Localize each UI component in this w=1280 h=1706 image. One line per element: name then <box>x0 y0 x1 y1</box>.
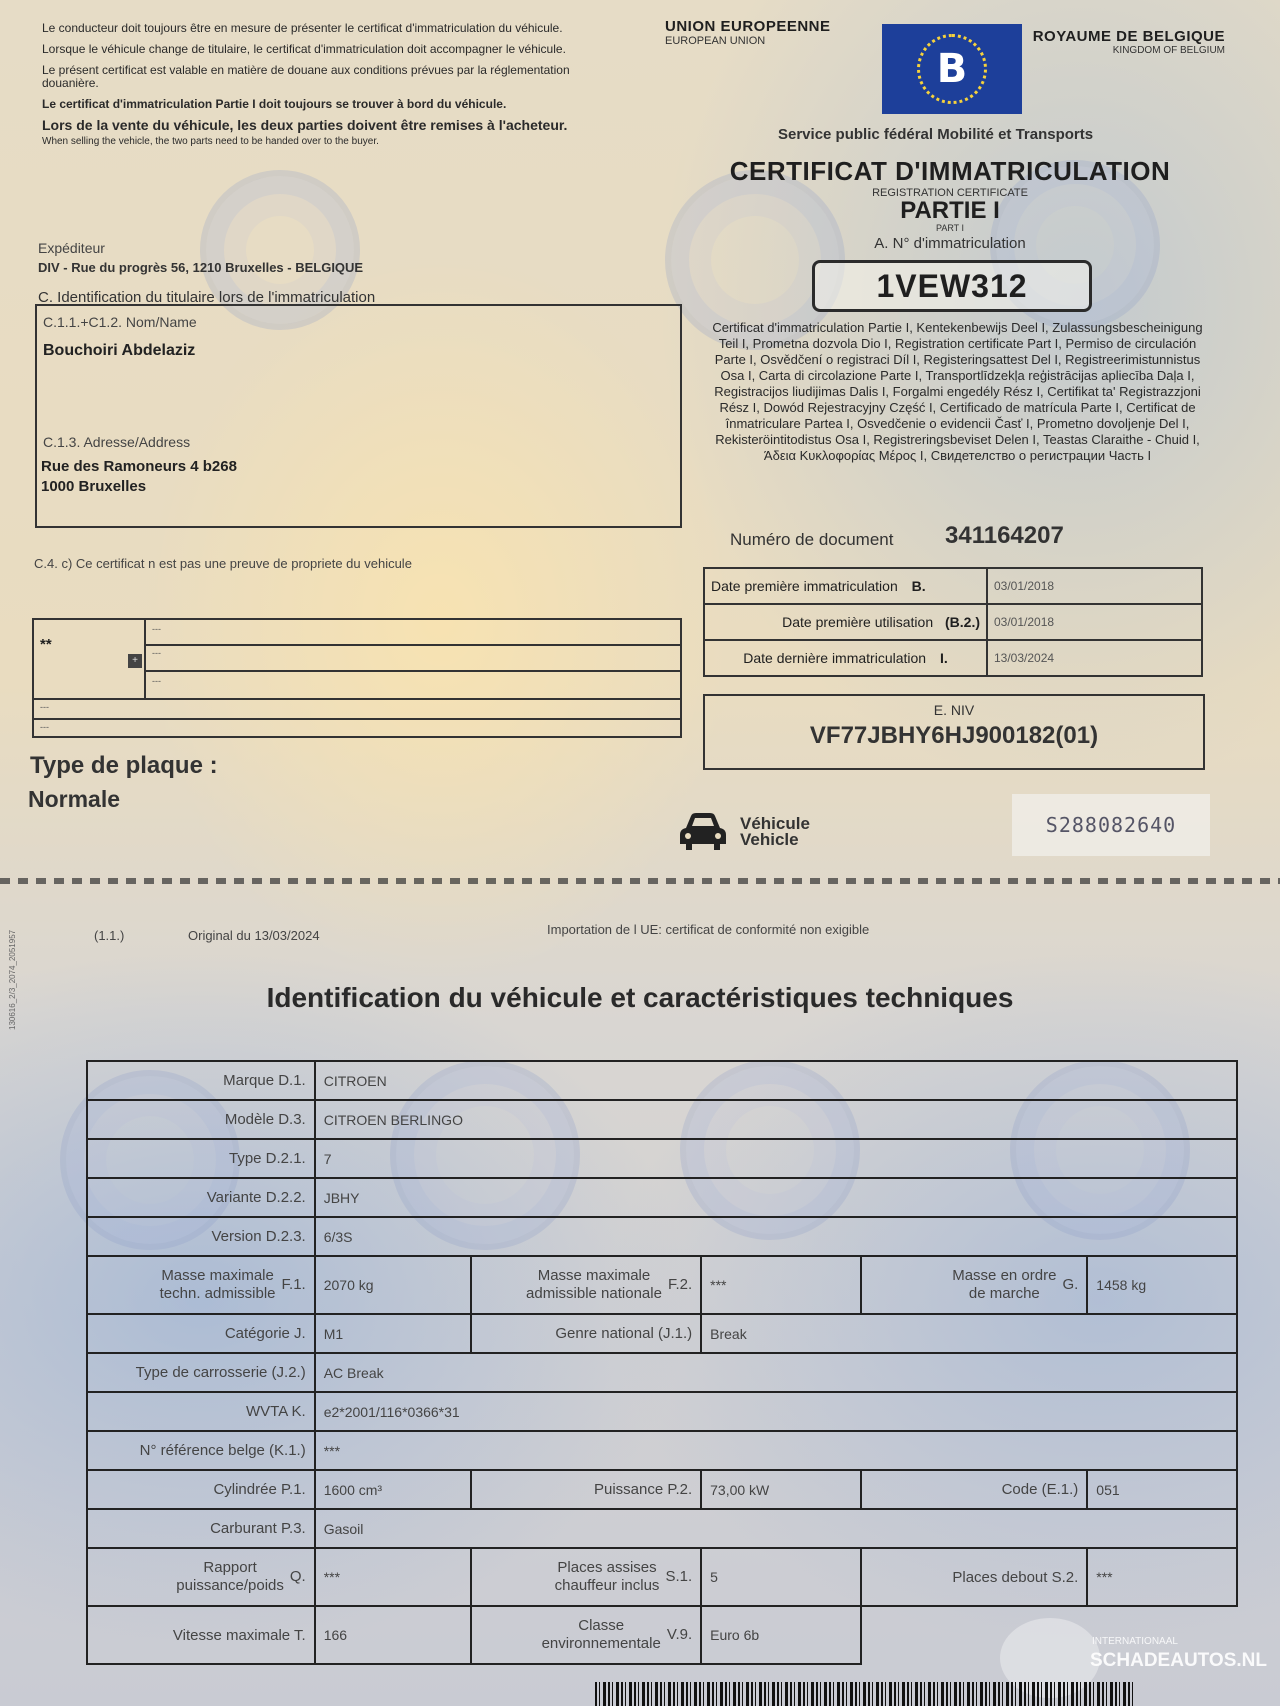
belgian-ref-label: N° référence belge (K.1.) <box>87 1431 315 1470</box>
original-ref: (1.1.) <box>94 928 125 943</box>
registration-dates-table <box>703 567 1203 677</box>
grid-line <box>34 718 682 720</box>
date-code: (B.2.) <box>945 614 980 630</box>
sender-block <box>38 240 363 275</box>
modele-label: Modèle D.3. <box>87 1100 315 1139</box>
part-title-en: PART I <box>935 223 964 233</box>
g-code: G. <box>1062 1276 1079 1293</box>
fuel-label: Carburant P.3. <box>87 1509 315 1548</box>
v9-label-b: environnementale <box>541 1635 661 1652</box>
technical-section-title: Identification du véhicule et caractéristiques techniques <box>266 982 1014 1013</box>
genre-value: Break <box>701 1314 1237 1353</box>
f2-label-a: Masse maximale <box>537 1267 651 1284</box>
s1-label-cell <box>471 1548 701 1606</box>
table-row <box>87 1217 1237 1256</box>
variante-label: Variante D.2.2. <box>87 1178 315 1217</box>
q-label-a: Rapport <box>203 1559 257 1576</box>
notes-grid <box>32 618 682 738</box>
g-label-a: Masse en ordre <box>952 1267 1057 1284</box>
s1-code: S.1. <box>665 1568 693 1585</box>
s2-label: Places debout S.2. <box>861 1548 1088 1606</box>
ownership-disclaimer: C.4. c) Ce certificat n est pas une preuve de propriete du vehicule <box>34 556 412 571</box>
grid-dash: --- <box>152 648 161 658</box>
serial-number: S288082640 <box>1012 794 1210 856</box>
date-label-cell <box>704 604 987 640</box>
table-row <box>87 1314 1237 1353</box>
displacement-label: Cylindrée P.1. <box>87 1470 315 1509</box>
certificate-title-block <box>620 156 1280 252</box>
max-speed-value: 166 <box>315 1606 472 1664</box>
watermark-top: INTERNATIONAAL <box>1092 1636 1178 1647</box>
sender-value: DIV - Rue du progrès 56, 1210 Bruxelles - BELGIQUE <box>38 260 364 275</box>
holder-address-label: C.1.3. Adresse/Address <box>43 434 191 450</box>
table-row <box>87 1548 1237 1606</box>
s1-label-b: chauffeur inclus <box>554 1577 660 1594</box>
certificate-title: CERTIFICAT D'IMMATRICULATION <box>729 156 1171 186</box>
import-note: Importation de l UE: certificat de conformité non exigible <box>547 922 870 937</box>
date-label-cell <box>704 568 987 604</box>
version-value: 6/3S <box>315 1217 1237 1256</box>
vehicle-label-en: Vehicle <box>740 830 799 849</box>
note-2: Lorsque le véhicule change de titulaire, le certificat d'immatriculation doit accompagner le véhicule. <box>42 42 566 56</box>
kingdom-heading <box>1020 28 1225 56</box>
f2-label-cell <box>471 1256 701 1314</box>
q-label-b: puissance/poids <box>176 1577 284 1594</box>
service-name: Service public fédéral Mobilité et Transports <box>778 126 1094 143</box>
g-label-cell <box>861 1256 1088 1314</box>
grid-dash: --- <box>152 624 161 634</box>
variante-value: JBHY <box>315 1178 1237 1217</box>
genre-label: Genre national (J.1.) <box>471 1314 701 1353</box>
belgian-ref-value: *** <box>315 1431 1237 1470</box>
grid-line <box>144 644 682 646</box>
max-speed-label: Vitesse maximale T. <box>87 1606 315 1664</box>
q-label-cell <box>87 1548 315 1606</box>
barcode <box>595 1682 1135 1706</box>
country-letter: B <box>936 46 968 92</box>
table-row <box>87 1100 1237 1139</box>
document-number-label: Numéro de document <box>730 530 894 549</box>
note-3: Le présent certificat est valable en matière de douane aux conditions prévues par la réglementation douanière. <box>42 63 570 90</box>
holder-name-label: C.1.1.+C1.2. Nom/Name <box>43 314 197 330</box>
modele-value: CITROEN BERLINGO <box>315 1100 1237 1139</box>
watermark-main: SCHADEAUTOS.NL <box>1090 1650 1267 1671</box>
power-value: 73,00 kW <box>701 1470 861 1509</box>
table-row <box>87 1061 1237 1100</box>
kingdom-fr: ROYAUME DE BELGIQUE <box>1032 28 1225 45</box>
fuel-value: Gasoil <box>315 1509 1237 1548</box>
registration-plate: 1VEW312 <box>812 260 1092 312</box>
f2-label-b: admissible nationale <box>526 1285 662 1302</box>
f1-label-a: Masse maximale <box>161 1267 274 1284</box>
table-row <box>87 1353 1237 1392</box>
f1-code: F.1. <box>281 1276 306 1293</box>
date-row <box>704 604 1202 640</box>
plus-icon: + <box>128 654 142 668</box>
table-row <box>87 1178 1237 1217</box>
date-label: Date première utilisation <box>782 614 934 630</box>
f2-code: F.2. <box>667 1276 693 1293</box>
union-heading <box>665 18 831 47</box>
holder-name: Bouchoiri Abdelaziz <box>43 342 196 359</box>
vin-box <box>703 694 1205 770</box>
eu-stars-icon <box>917 34 987 104</box>
grid-line <box>34 698 682 700</box>
f1-value: 2070 kg <box>315 1256 472 1314</box>
marque-value: CITROEN <box>315 1061 1237 1100</box>
v9-code: V.9. <box>666 1626 693 1643</box>
union-fr: UNION EUROPEENNE <box>665 18 831 35</box>
f2-value: *** <box>701 1256 861 1314</box>
v9-label-a: Classe <box>578 1617 625 1634</box>
date-value: 03/01/2018 <box>987 604 1202 640</box>
certificate-title-en: REGISTRATION CERTIFICATE <box>872 187 1028 199</box>
g-value: 1458 kg <box>1087 1256 1237 1314</box>
category-value: M1 <box>315 1314 472 1353</box>
vehicle-label-fr: Véhicule <box>740 814 810 833</box>
holder-box <box>35 304 682 528</box>
side-code: 130616_2/3_2074_2051957 <box>8 929 17 1030</box>
fold-separator <box>0 878 1280 884</box>
part-title: PARTIE I <box>900 197 1000 224</box>
body-type-value: AC Break <box>315 1353 1237 1392</box>
document-number: 341164207 <box>945 522 1064 549</box>
instructions-notes <box>42 22 622 156</box>
body-type-label: Type de carrosserie (J.2.) <box>87 1353 315 1392</box>
original-date: Original du 13/03/2024 <box>188 928 320 943</box>
grid-dash: --- <box>152 676 161 686</box>
multilingual-title: Certificat d'immatriculation Partie I, Kentekenbewijs Deel I, Zulassungsbescheinigung Teil I, Prometna dozvola Dio I, Registration certificate Part I, Permiso de circulación Parte I, Osvědčení o registraci Díl I, Registeringsattest Del I, Registreerimistunnistus Osa I, Carta di circolazione Parte I, Transportlīdzekļa reģistrācijas apliecība Daļa I, Registracijos liudijimas Dalis I, Forgalmi engedély Rész I, Certifikat ta' Registrazzjoni Rész I, Dowód Rejestracyjny Część I, Certificado de matrícula Parte I, Certificat de înmatriculare Partea I, Osvedčenie o evidencii Časť I, Prometno dovoljenje Del I, Rekisteröintitodistus Osa I, Registreringsbeviset Delen I, Teastas Claraithe - Chuid I, Άδεια Κυκλοφορίας Μέρος I, Свидетелство о регистрации Часть I <box>712 320 1203 463</box>
sender-label: Expéditeur <box>38 240 105 256</box>
plate-type-value: Normale <box>28 786 121 812</box>
v9-label-cell <box>471 1606 701 1664</box>
holder-address-line1: Rue des Ramoneurs 4 b268 <box>41 458 237 475</box>
type-label: Type D.2.1. <box>87 1139 315 1178</box>
version-label: Version D.2.3. <box>87 1217 315 1256</box>
category-label: Catégorie J. <box>87 1314 315 1353</box>
table-row <box>87 1392 1237 1431</box>
v9-value: Euro 6b <box>701 1606 861 1664</box>
table-row <box>87 1256 1237 1314</box>
plate-type-label: Type de plaque : <box>30 752 218 779</box>
grid-divider <box>144 620 146 700</box>
holder-section-title: C. Identification du titulaire lors de l'immatriculation <box>38 289 376 306</box>
union-en: EUROPEAN UNION <box>665 35 766 47</box>
kingdom-en: KINGDOM OF BELGIUM <box>1112 45 1225 56</box>
displacement-value: 1600 cm³ <box>315 1470 472 1509</box>
power-label: Puissance P.2. <box>471 1470 701 1509</box>
vehicle-label <box>740 816 810 848</box>
grid-dash: --- <box>40 702 49 712</box>
date-value: 03/01/2018 <box>987 568 1202 604</box>
type-value: 7 <box>315 1139 1237 1178</box>
s1-value: 5 <box>701 1548 861 1606</box>
table-row <box>87 1139 1237 1178</box>
date-code: I. <box>939 650 948 666</box>
date-code: B. <box>911 578 926 594</box>
date-label: Date dernière immatriculation <box>743 650 927 666</box>
table-row <box>87 1509 1237 1548</box>
grid-dash: --- <box>40 722 49 732</box>
note-4: Le certificat d'immatriculation Partie I doit toujours se trouver à bord du véhicule. <box>42 97 507 111</box>
vin-label: E. NIV <box>933 702 975 718</box>
f1-label-b: techn. admissible <box>159 1285 276 1302</box>
grid-line <box>144 670 682 672</box>
marque-label: Marque D.1. <box>87 1061 315 1100</box>
date-row <box>704 640 1202 676</box>
wvta-value: e2*2001/116*0366*31 <box>315 1392 1237 1431</box>
date-label: Date première immatriculation <box>711 578 898 594</box>
s1-label-a: Places assises <box>557 1559 657 1576</box>
s2-value: *** <box>1087 1548 1237 1606</box>
note-1: Le conducteur doit toujours être en mesure de présenter le certificat d'immatriculation du véhicule. <box>42 21 563 35</box>
date-row <box>704 568 1202 604</box>
grid-stars: ** <box>40 636 52 653</box>
g-label-b: de marche <box>968 1285 1040 1302</box>
wvta-label: WVTA K. <box>87 1392 315 1431</box>
note-6: When selling the vehicle, the two parts need to be handed over to the buyer. <box>42 136 379 147</box>
note-5: Lors de la vente du véhicule, les deux parties doivent être remises à l'acheteur. <box>42 117 568 133</box>
table-row <box>87 1470 1237 1509</box>
code-value: 051 <box>1087 1470 1237 1509</box>
plate-number-label: A. N° d'immatriculation <box>874 235 1026 252</box>
holder-address-line2: 1000 Bruxelles <box>41 478 147 495</box>
date-label-cell <box>704 640 987 676</box>
eu-flag <box>882 24 1022 114</box>
car-icon <box>678 810 728 857</box>
technical-table <box>86 1060 1238 1665</box>
f1-label-cell <box>87 1256 315 1314</box>
date-value: 13/03/2024 <box>987 640 1202 676</box>
code-label: Code (E.1.) <box>861 1470 1088 1509</box>
table-row <box>87 1431 1237 1470</box>
q-code: Q. <box>289 1568 306 1585</box>
q-value: *** <box>315 1548 472 1606</box>
vin-value: VF77JBHY6HJ900182(01) <box>809 722 1099 749</box>
